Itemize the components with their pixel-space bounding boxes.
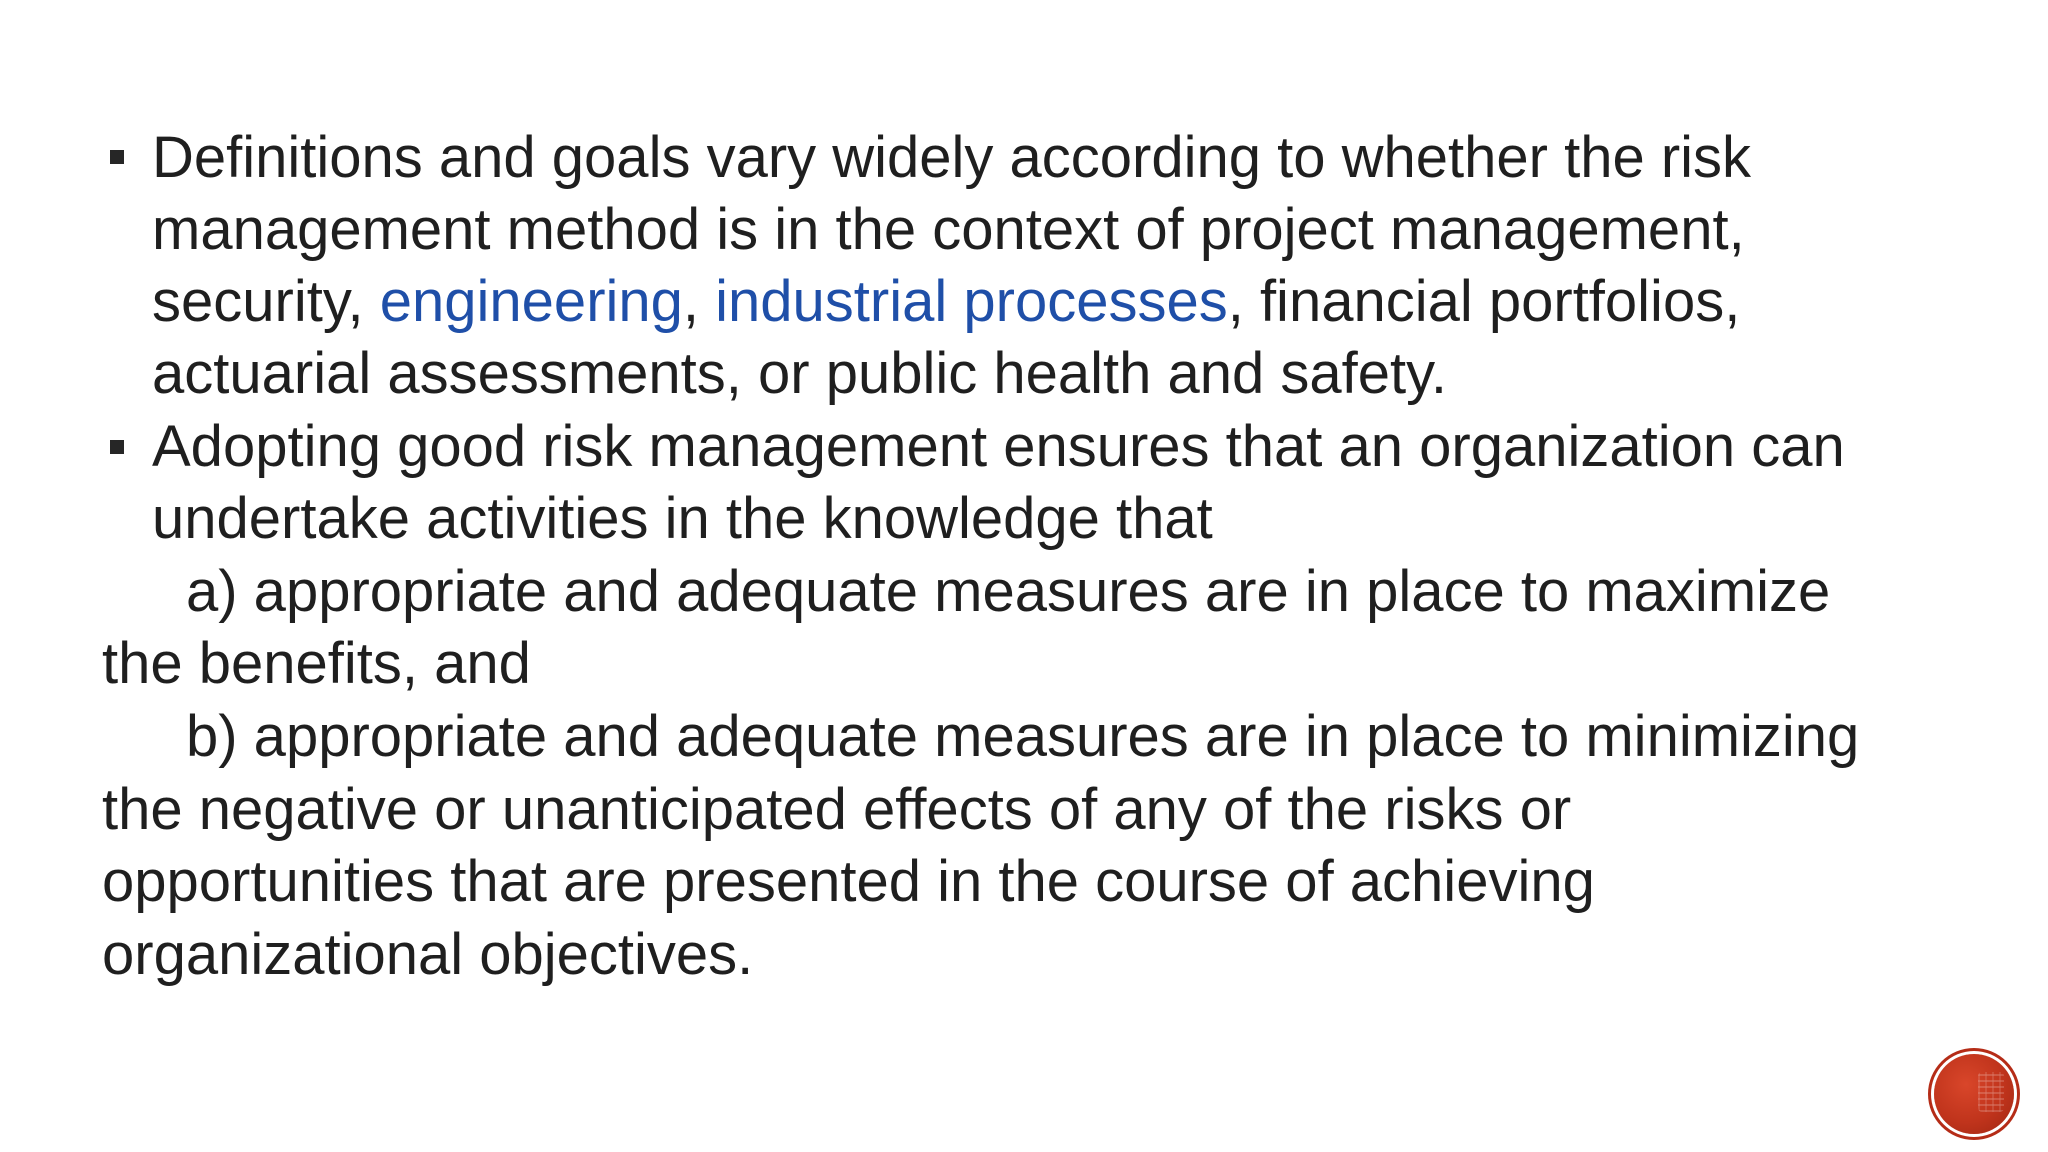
bullet-1-line-3-after: , financial portfolios, bbox=[1227, 269, 1741, 334]
bullet-2-line-1: Adopting good risk management ensures that an organization can bbox=[152, 414, 1845, 479]
continuation-line-5: opportunities that are presented in the course of achieving bbox=[102, 849, 1595, 914]
square-bullet-icon bbox=[110, 150, 124, 164]
continuation-line-4: the negative or unanticipated effects of any of the risks or bbox=[102, 777, 1572, 842]
industrial-processes-link[interactable]: industrial processes bbox=[715, 269, 1228, 334]
bullet-1-line-1: Definitions and goals vary widely according to whether the risk bbox=[152, 125, 1752, 190]
bullet-1-line-4: actuarial assessments, or public health and safety. bbox=[152, 341, 1447, 406]
circle-nav-button-icon[interactable] bbox=[1934, 1054, 2014, 1134]
square-bullet-icon bbox=[110, 440, 124, 454]
bullet-2-line-2: undertake activities in the knowledge that bbox=[152, 486, 1213, 551]
continuation-line-3: b) appropriate and adequate measures are in place to minimizing bbox=[186, 704, 1860, 769]
continuation-line-2: the benefits, and bbox=[102, 631, 531, 696]
continuation-line-1: a) appropriate and adequate measures are in place to maximize bbox=[186, 559, 1831, 624]
continuation-line-6: organizational objectives. bbox=[102, 922, 754, 987]
bullet-1-line-3-middle: , bbox=[682, 269, 716, 334]
nav-button-texture bbox=[1978, 1072, 2004, 1112]
bullet-1-line-3-before: security, bbox=[152, 269, 380, 334]
bullet-1-line-2: management method is in the context of project management, bbox=[152, 197, 1745, 262]
engineering-link[interactable]: engineering bbox=[379, 269, 683, 334]
bullet-1-line-3 bbox=[152, 266, 1740, 338]
